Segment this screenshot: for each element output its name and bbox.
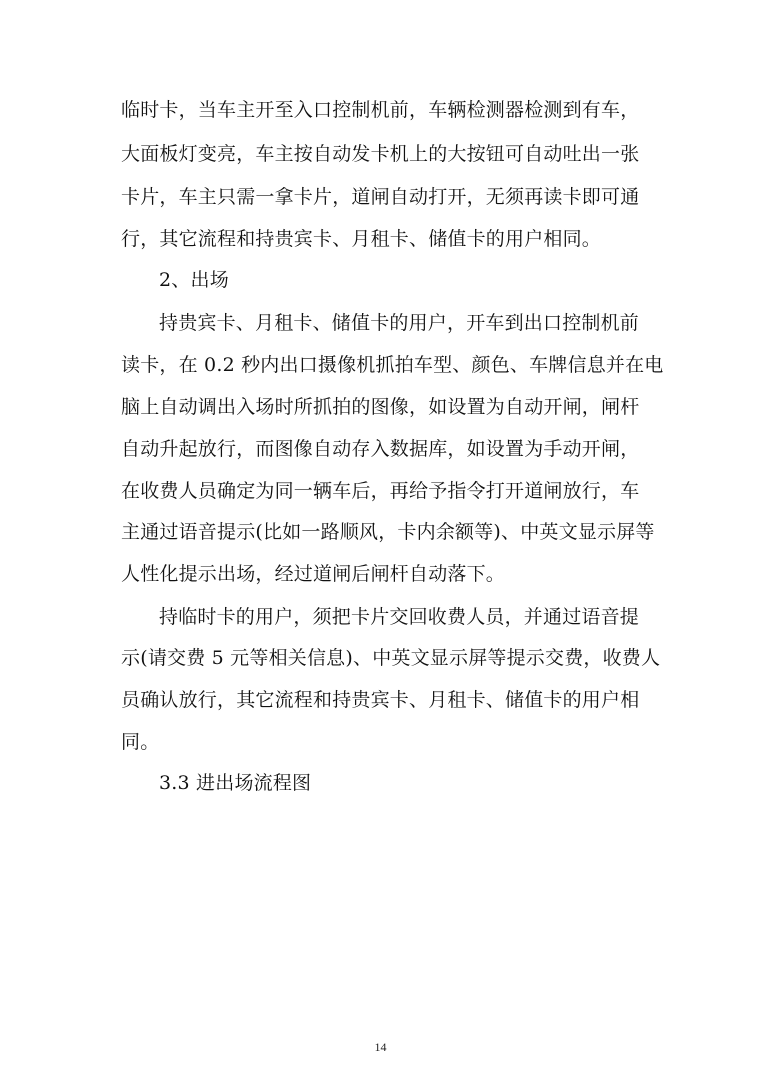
paragraph-line: 员确认放行，其它流程和持贵宾卡、月租卡、储值卡的用户相: [121, 689, 640, 711]
section-heading: 2、出场: [159, 269, 229, 291]
paragraph-line: 大面板灯变亮，车主按自动发卡机上的大按钮可自动吐出一张: [121, 143, 640, 165]
paragraph-line: 行，其它流程和持贵宾卡、月租卡、储值卡的用户相同。: [121, 228, 602, 250]
page-number: 14: [374, 1040, 387, 1054]
paragraph-line: 读卡，在 0.2 秒内出口摄像机抓拍车型、颜色、车牌信息并在电: [121, 354, 664, 376]
section-heading: 3.3 进出场流程图: [159, 772, 312, 794]
paragraph-line: 主通过语音提示(比如一路顺风，卡内余额等)、中英文显示屏等: [121, 521, 655, 543]
paragraph-line: 卡片，车主只需一拿卡片，道闸自动打开，无须再读卡即可通: [121, 186, 640, 208]
paragraph-line: 同。: [121, 731, 160, 753]
paragraph-line: 人性化提示出场，经过道闸后闸杆自动落下。: [121, 563, 506, 585]
paragraph-line: 在收费人员确定为同一辆车后，再给予指令打开道闸放行，车: [121, 480, 640, 502]
paragraph-line: 示(请交费 5 元等相关信息)、中英文显示屏等提示交费，收费人: [121, 647, 661, 669]
paragraph-line: 持贵宾卡、月租卡、储值卡的用户，开车到出口控制机前: [159, 312, 640, 334]
paragraph-line: 自动升起放行，而图像自动存入数据库，如设置为手动开闸，: [121, 438, 640, 460]
paragraph-line: 临时卡，当车主开至入口控制机前，车辆检测器检测到有车，: [121, 99, 640, 121]
paragraph-line: 持临时卡的用户，须把卡片交回收费人员，并通过语音提: [159, 606, 640, 628]
paragraph-line: 脑上自动调出入场时所抓拍的图像，如设置为自动开闸，闸杆: [121, 396, 640, 418]
